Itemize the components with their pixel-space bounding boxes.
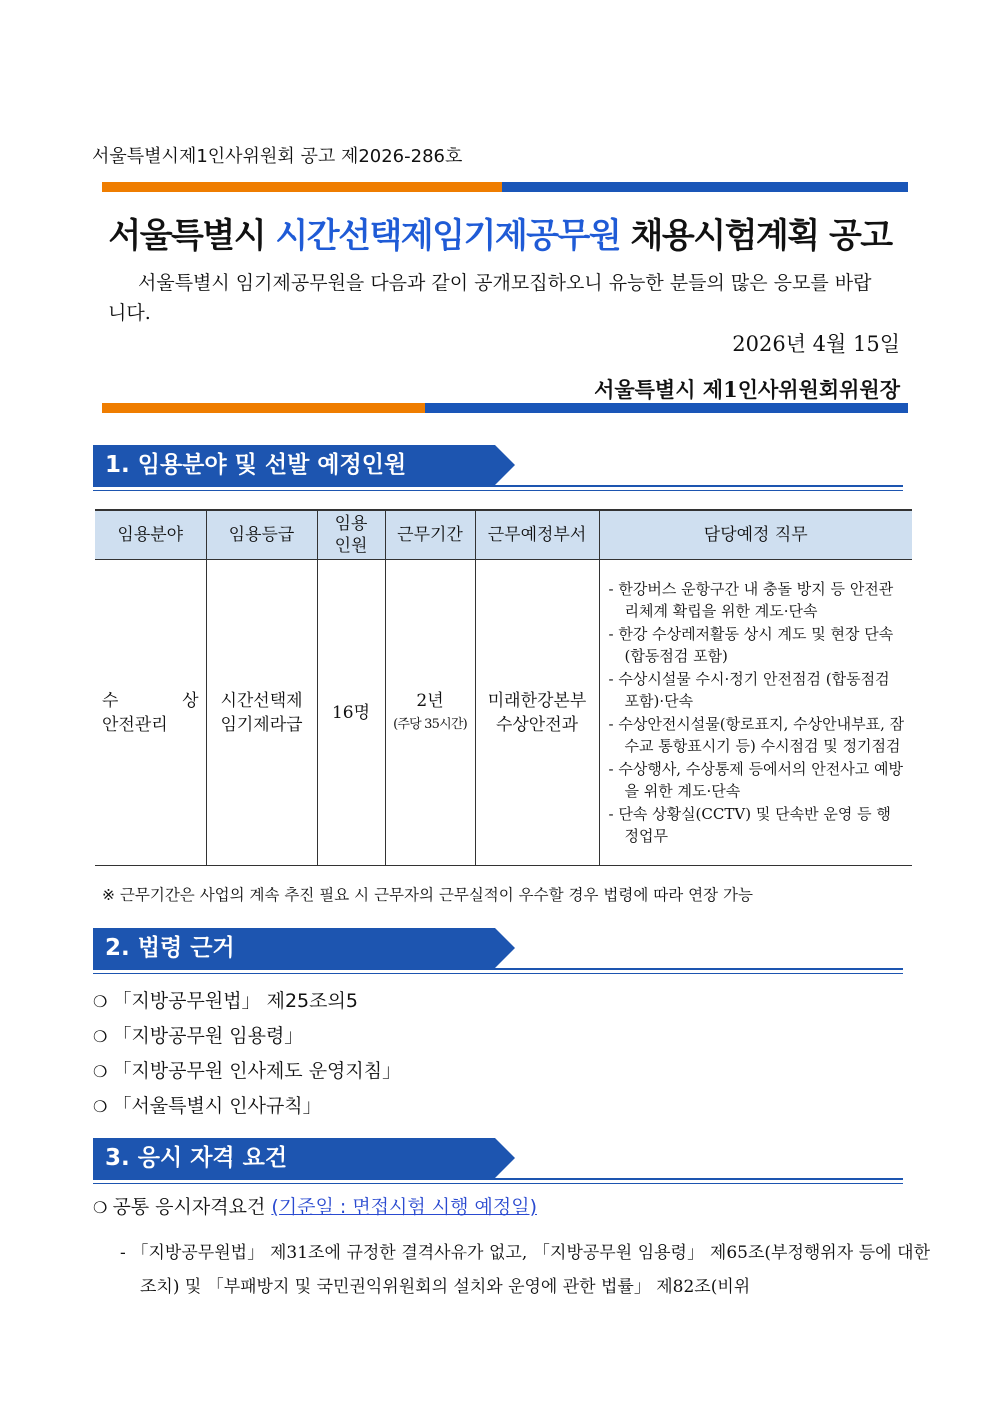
common-qualification-label: 공통 응시자격요건 <box>112 1196 272 1218</box>
list-item: - 한강 수상레저활동 상시 계도 및 현장 단속(합동점검 포함) <box>609 623 906 668</box>
title-suffix: 채용시험계획 공고 <box>620 216 892 256</box>
section-2-title: 2. 법령 근거 <box>93 928 495 968</box>
list-item: ❍ 「지방공무원 임용령」 <box>93 1019 401 1054</box>
list-item: - 단속 상황실(CCTV) 및 단속반 운영 등 행정업무 <box>609 803 906 848</box>
cell-count: 16명 <box>317 560 385 866</box>
col-field: 임용분야 <box>95 510 206 560</box>
section-3-header <box>93 1138 903 1184</box>
intro-text: 서울특별시 임기제공무원을 다음과 같이 공개모집하오니 유능한 분들의 많은 응모를 바랍니다. <box>108 272 872 324</box>
list-item: - 수상행사, 수상통제 등에서의 안전사고 예방을 위한 계도·단속 <box>609 758 906 803</box>
cell-dept: 미래한강본부 수상안전과 <box>475 560 599 866</box>
list-item: ❍ 「지방공무원법」 제25조의5 <box>93 984 401 1019</box>
signer: 서울특별시 제1인사위원회위원장 <box>594 377 900 402</box>
top-divider-bar <box>102 182 908 192</box>
cell-field: 수 상 안전관리 <box>95 560 206 866</box>
cell-period: 2년 (주당 35시간) <box>385 560 475 866</box>
list-item: - 수상안전시설물(항로표지, 수상안내부표, 잠수교 통항표시기 등) 수시점검 및 정기점검 <box>609 713 906 758</box>
recruitment-table <box>95 509 912 866</box>
col-grade: 임용등급 <box>206 510 317 560</box>
duties-list <box>601 574 912 852</box>
section-1-title: 1. 임용분야 및 선발 예정인원 <box>93 445 495 485</box>
list-item: ❍ 「지방공무원 인사제도 운영지침」 <box>93 1054 401 1089</box>
legal-basis-list <box>93 984 401 1124</box>
page-title <box>0 208 1000 257</box>
cell-grade: 시간선택제 임기제라급 <box>206 560 317 866</box>
section-3-title: 3. 응시 자격 요건 <box>93 1138 495 1178</box>
section-2-header <box>93 928 903 974</box>
qualification-text: - 「지방공무원법」 제31조에 규정한 결격사유가 없고, 「지방공무원 임용령」 제65조(부정행위자 등에 대한 조치) 및 「부패방지 및 국민권익위원회의 설치와 운영에 관한 법률」 제82조(비위 <box>120 1243 930 1297</box>
table-row <box>95 560 912 866</box>
list-item: - 한강버스 운항구간 내 충돌 방지 등 안전관리체계 확립을 위한 계도·단속 <box>609 578 906 623</box>
col-dept: 근무예정부서 <box>475 510 599 560</box>
col-period: 근무기간 <box>385 510 475 560</box>
common-qualification <box>93 1192 537 1219</box>
notice-number: 서울특별시제1인사위원회 공고 제2026-286호 <box>92 146 463 167</box>
list-item: - 수상시설물 수시·정기 안전점검 (합동점검 포함)·단속 <box>609 668 906 713</box>
table-footnote: ※ 근무기간은 사업의 계속 추진 필요 시 근무자의 근무실적이 우수할 경우 법령에 따라 연장 가능 <box>102 886 753 904</box>
col-count: 임용 인원 <box>317 510 385 560</box>
bottom-divider-bar <box>102 403 908 413</box>
section-1-header <box>93 445 903 491</box>
title-prefix: 서울특별시 <box>108 216 276 256</box>
col-duties: 담당예정 직무 <box>599 510 912 560</box>
table-header-row <box>95 510 912 560</box>
reference-date-note: (기준일 : 면접시험 시행 예정일) <box>271 1196 537 1218</box>
title-highlight: 시간선택제임기제공무원 <box>275 216 621 256</box>
list-item: ❍ 「서울특별시 인사규칙」 <box>93 1089 401 1124</box>
cell-duties <box>599 560 912 866</box>
notice-date: 2026년 4월 15일 <box>732 332 900 356</box>
